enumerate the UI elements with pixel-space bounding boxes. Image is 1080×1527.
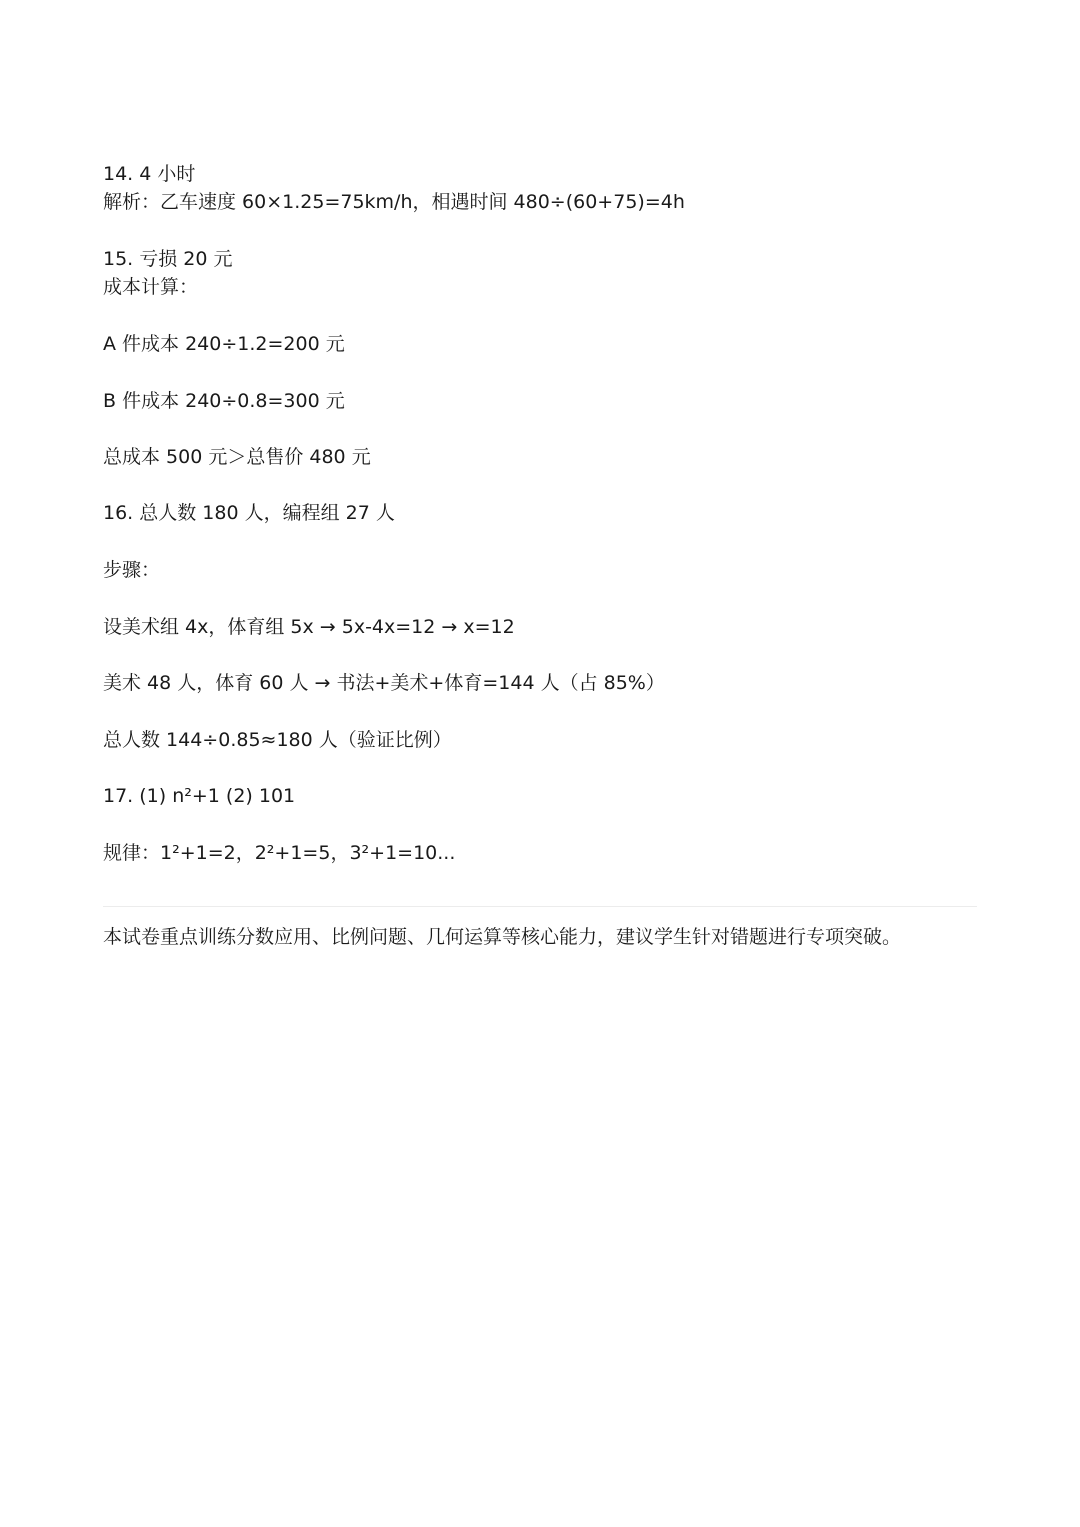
answer-15-line: B 件成本 240÷0.8=300 元: [103, 390, 345, 412]
answer-17-rule: 规律：1²+1=2，2²+1=5，3²+1=10...: [103, 842, 456, 864]
answer-15-subtitle: 成本计算：: [103, 276, 199, 298]
answer-15-line: A 件成本 240÷1.2=200 元: [103, 333, 345, 355]
answer-16-line: 设美术组 4x，体育组 5x → 5x-4x=12 → x=12: [103, 616, 515, 638]
answer-16-subtitle: 步骤：: [103, 559, 161, 581]
answer-16-line: 美术 48 人，体育 60 人 → 书法+美术+体育=144 人（占 85%）: [103, 672, 665, 694]
answer-17-title: 17. (1) n²+1 (2) 101: [103, 785, 296, 807]
answer-16-line: 总人数 144÷0.85≈180 人（验证比例）: [103, 729, 452, 751]
section-divider: [103, 906, 977, 907]
summary-paragraph: 本试卷重点训练分数应用、比例问题、几何运算等核心能力，建议学生针对错题进行专项突破。: [103, 926, 902, 948]
answer-14-title: 14. 4 小时: [103, 163, 196, 185]
answer-15-title: 15. 亏损 20 元: [103, 248, 233, 270]
answer-16-title: 16. 总人数 180 人，编程组 27 人: [103, 502, 395, 524]
answer-15-line: 总成本 500 元＞总售价 480 元: [103, 446, 371, 468]
answer-14-explanation: 解析：乙车速度 60×1.25=75km/h，相遇时间 480÷(60+75)=4h: [103, 191, 685, 213]
